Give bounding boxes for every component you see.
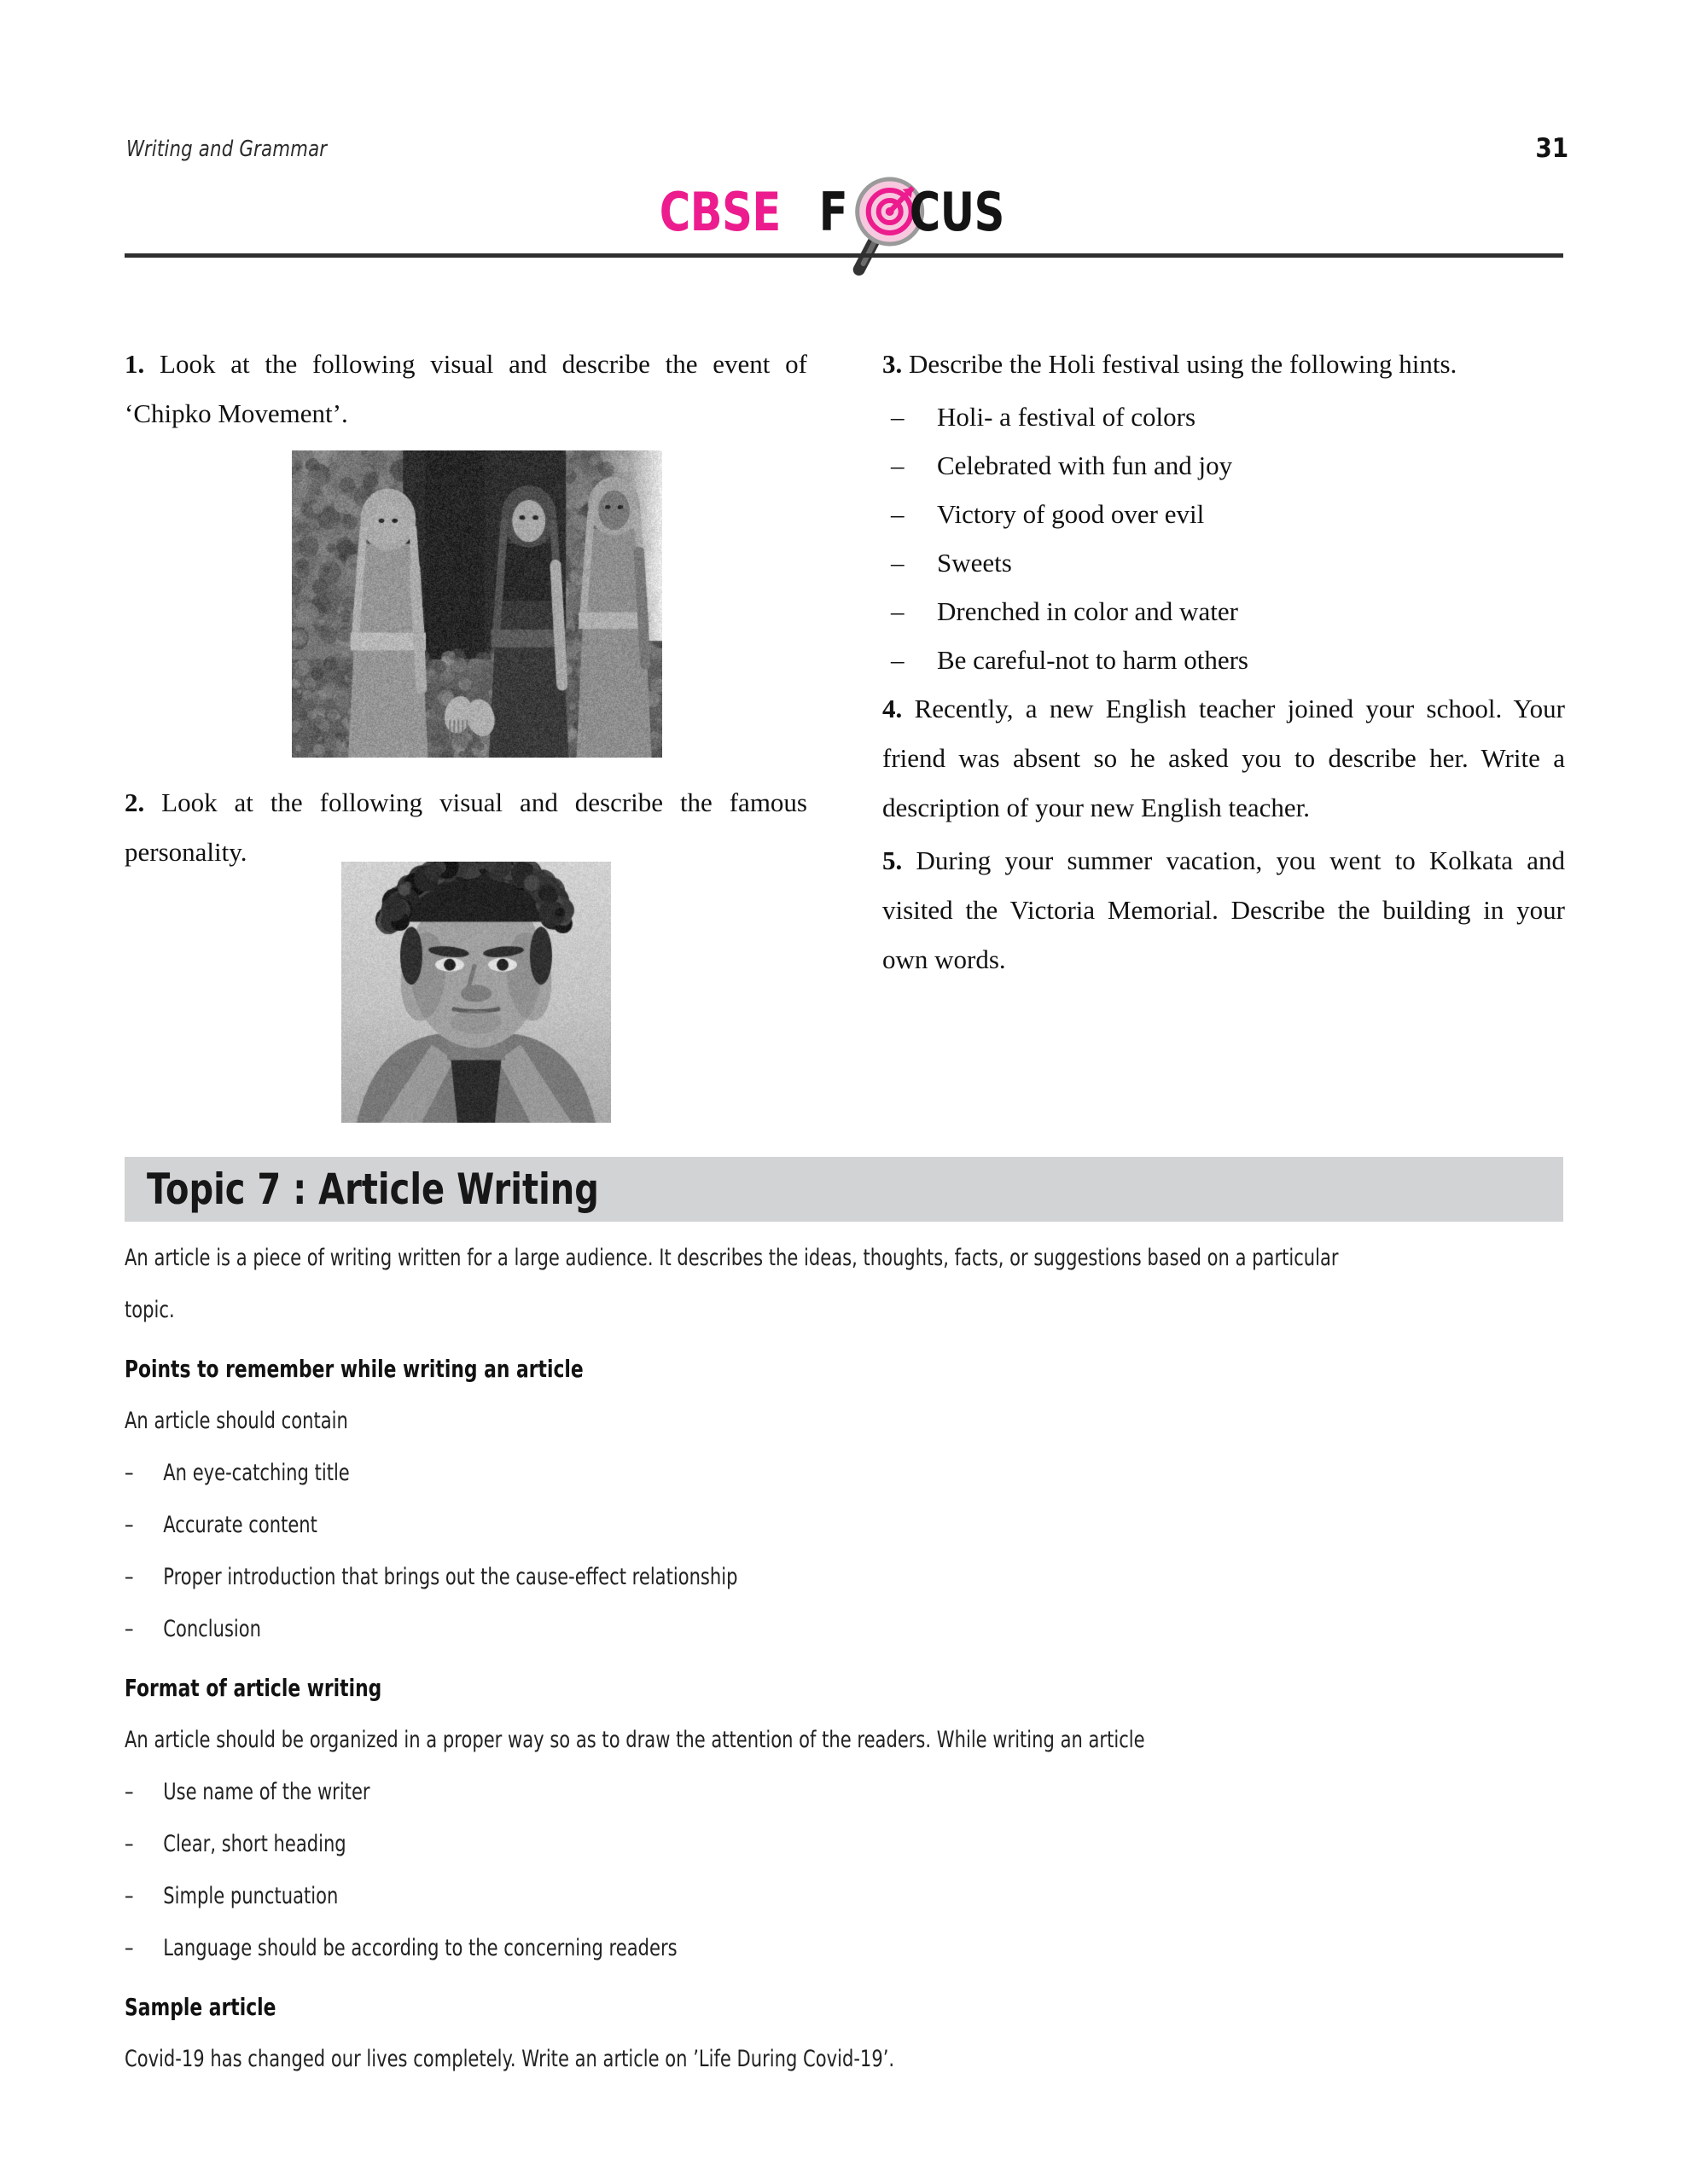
intro-line: topic.: [125, 1297, 175, 1323]
chipko-movement-photo: [292, 450, 662, 758]
bullet-item: [125, 1818, 1256, 1870]
bullet-dash-icon: –: [125, 1616, 134, 1642]
logo-text-f: F: [818, 181, 848, 243]
question-2-text: Look at the following visual and describe the famous personality.: [125, 787, 807, 867]
question-5-number: 5.: [882, 845, 903, 875]
question-4: [882, 684, 1565, 833]
hint-item: [882, 636, 1565, 684]
bullet-dash-icon: –: [125, 1831, 134, 1857]
bullet-dash-icon: –: [125, 1935, 134, 1961]
question-4-text: Recently, a new English teacher joined your school. Your friend was absent so he asked you to describe her. Write a description of your new English teacher.: [882, 694, 1565, 822]
question-1-text: Look at the following visual and describe the event of ‘Chipko Movement’.: [125, 349, 807, 428]
bullet-item: [125, 1922, 1256, 1974]
question-3: [882, 340, 1565, 389]
hint-item: [882, 490, 1565, 538]
question-5: [882, 836, 1565, 985]
hint-item: [882, 538, 1565, 587]
bullet-dash-icon: –: [125, 1883, 134, 1909]
question-1-number: 1.: [125, 349, 145, 379]
hint-label: Holi- a festival of colors: [937, 402, 1196, 432]
bullet-item: [125, 1499, 1256, 1551]
logo-text-cus: CUS: [909, 181, 1005, 243]
bullet-item: [125, 1551, 1256, 1603]
bullet-dash-icon: –: [125, 1564, 134, 1590]
cbse-focus-logo: [0, 181, 1687, 280]
question-4-number: 4.: [882, 694, 903, 723]
topic-body: [125, 1232, 1575, 2085]
hint-label: Drenched in color and water: [937, 596, 1238, 626]
hint-dash-icon: –: [891, 596, 905, 626]
question-3-number: 3.: [882, 349, 903, 379]
topic-heading-band: [125, 1157, 1563, 1222]
section-lead: Covid-19 has changed our lives completely. Write an article on ’Life During Covid-19’.: [125, 2046, 895, 2072]
bullet-label: Simple punctuation: [163, 1883, 339, 1909]
bullet-label: Conclusion: [163, 1616, 262, 1642]
intro-line: An article is a piece of writing written for a large audience. It describes the ideas, thoughts, facts, or suggestions based on a particular: [125, 1245, 1339, 1271]
question-column-right: [882, 340, 1565, 988]
bullet-label: Accurate content: [163, 1512, 317, 1538]
bullet-label: Language should be according to the concerning readers: [163, 1935, 678, 1961]
hint-dash-icon: –: [891, 402, 905, 432]
section-heading: Points to remember while writing an article: [125, 1355, 584, 1383]
bullet-item: [125, 1447, 1256, 1499]
question-5-text: During your summer vacation, you went to Kolkata and visited the Victoria Memorial. Describe the building in your own words.: [882, 845, 1566, 974]
bullet-dash-icon: –: [125, 1460, 134, 1486]
famous-personality-portrait: [341, 862, 611, 1123]
bullet-dash-icon: –: [125, 1779, 134, 1805]
logo-text-cbse: CBSE: [659, 181, 781, 243]
bullet-label: Proper introduction that brings out the cause-effect relationship: [163, 1564, 738, 1590]
question-column-left: [125, 340, 807, 880]
section-heading: Format of article writing: [125, 1674, 382, 1702]
hint-item: [882, 441, 1565, 490]
questions-area: [125, 340, 1565, 1133]
hint-label: Sweets: [937, 548, 1012, 578]
question-3-text: Describe the Holi festival using the following hints.: [909, 349, 1457, 379]
running-head-title: Writing and Grammar: [126, 136, 328, 162]
bullet-label: Clear, short heading: [163, 1831, 346, 1857]
hint-dash-icon: –: [891, 450, 905, 480]
hint-label: Celebrated with fun and joy: [937, 450, 1233, 480]
bullet-dash-icon: –: [125, 1512, 134, 1538]
bullet-item: [125, 1870, 1256, 1922]
section-heading: Sample article: [125, 1993, 276, 2021]
header-divider: [125, 253, 1563, 258]
hint-dash-icon: –: [891, 499, 905, 529]
running-head: [126, 133, 1568, 179]
hint-dash-icon: –: [891, 548, 905, 578]
bullet-label: Use name of the writer: [163, 1779, 370, 1805]
section-lead: An article should be organized in a proper way so as to draw the attention of the readers. While writing an article: [125, 1727, 1145, 1753]
hint-item: [882, 587, 1565, 636]
hint-label: Victory of good over evil: [937, 499, 1205, 529]
bullet-label: An eye-catching title: [163, 1460, 350, 1486]
question-2-number: 2.: [125, 787, 145, 817]
question-1: [125, 340, 807, 439]
hint-label: Be careful-not to harm others: [937, 645, 1248, 675]
magnifying-glass-target-icon: [852, 181, 915, 244]
bullet-item: [125, 1766, 1256, 1818]
page-number: 31: [1535, 133, 1568, 164]
hint-dash-icon: –: [891, 645, 905, 675]
section-lead: An article should contain: [125, 1408, 348, 1434]
topic-title: Topic 7 : Article Writing: [147, 1165, 599, 1214]
bullet-item: [125, 1603, 1256, 1655]
hint-item: [882, 392, 1565, 441]
